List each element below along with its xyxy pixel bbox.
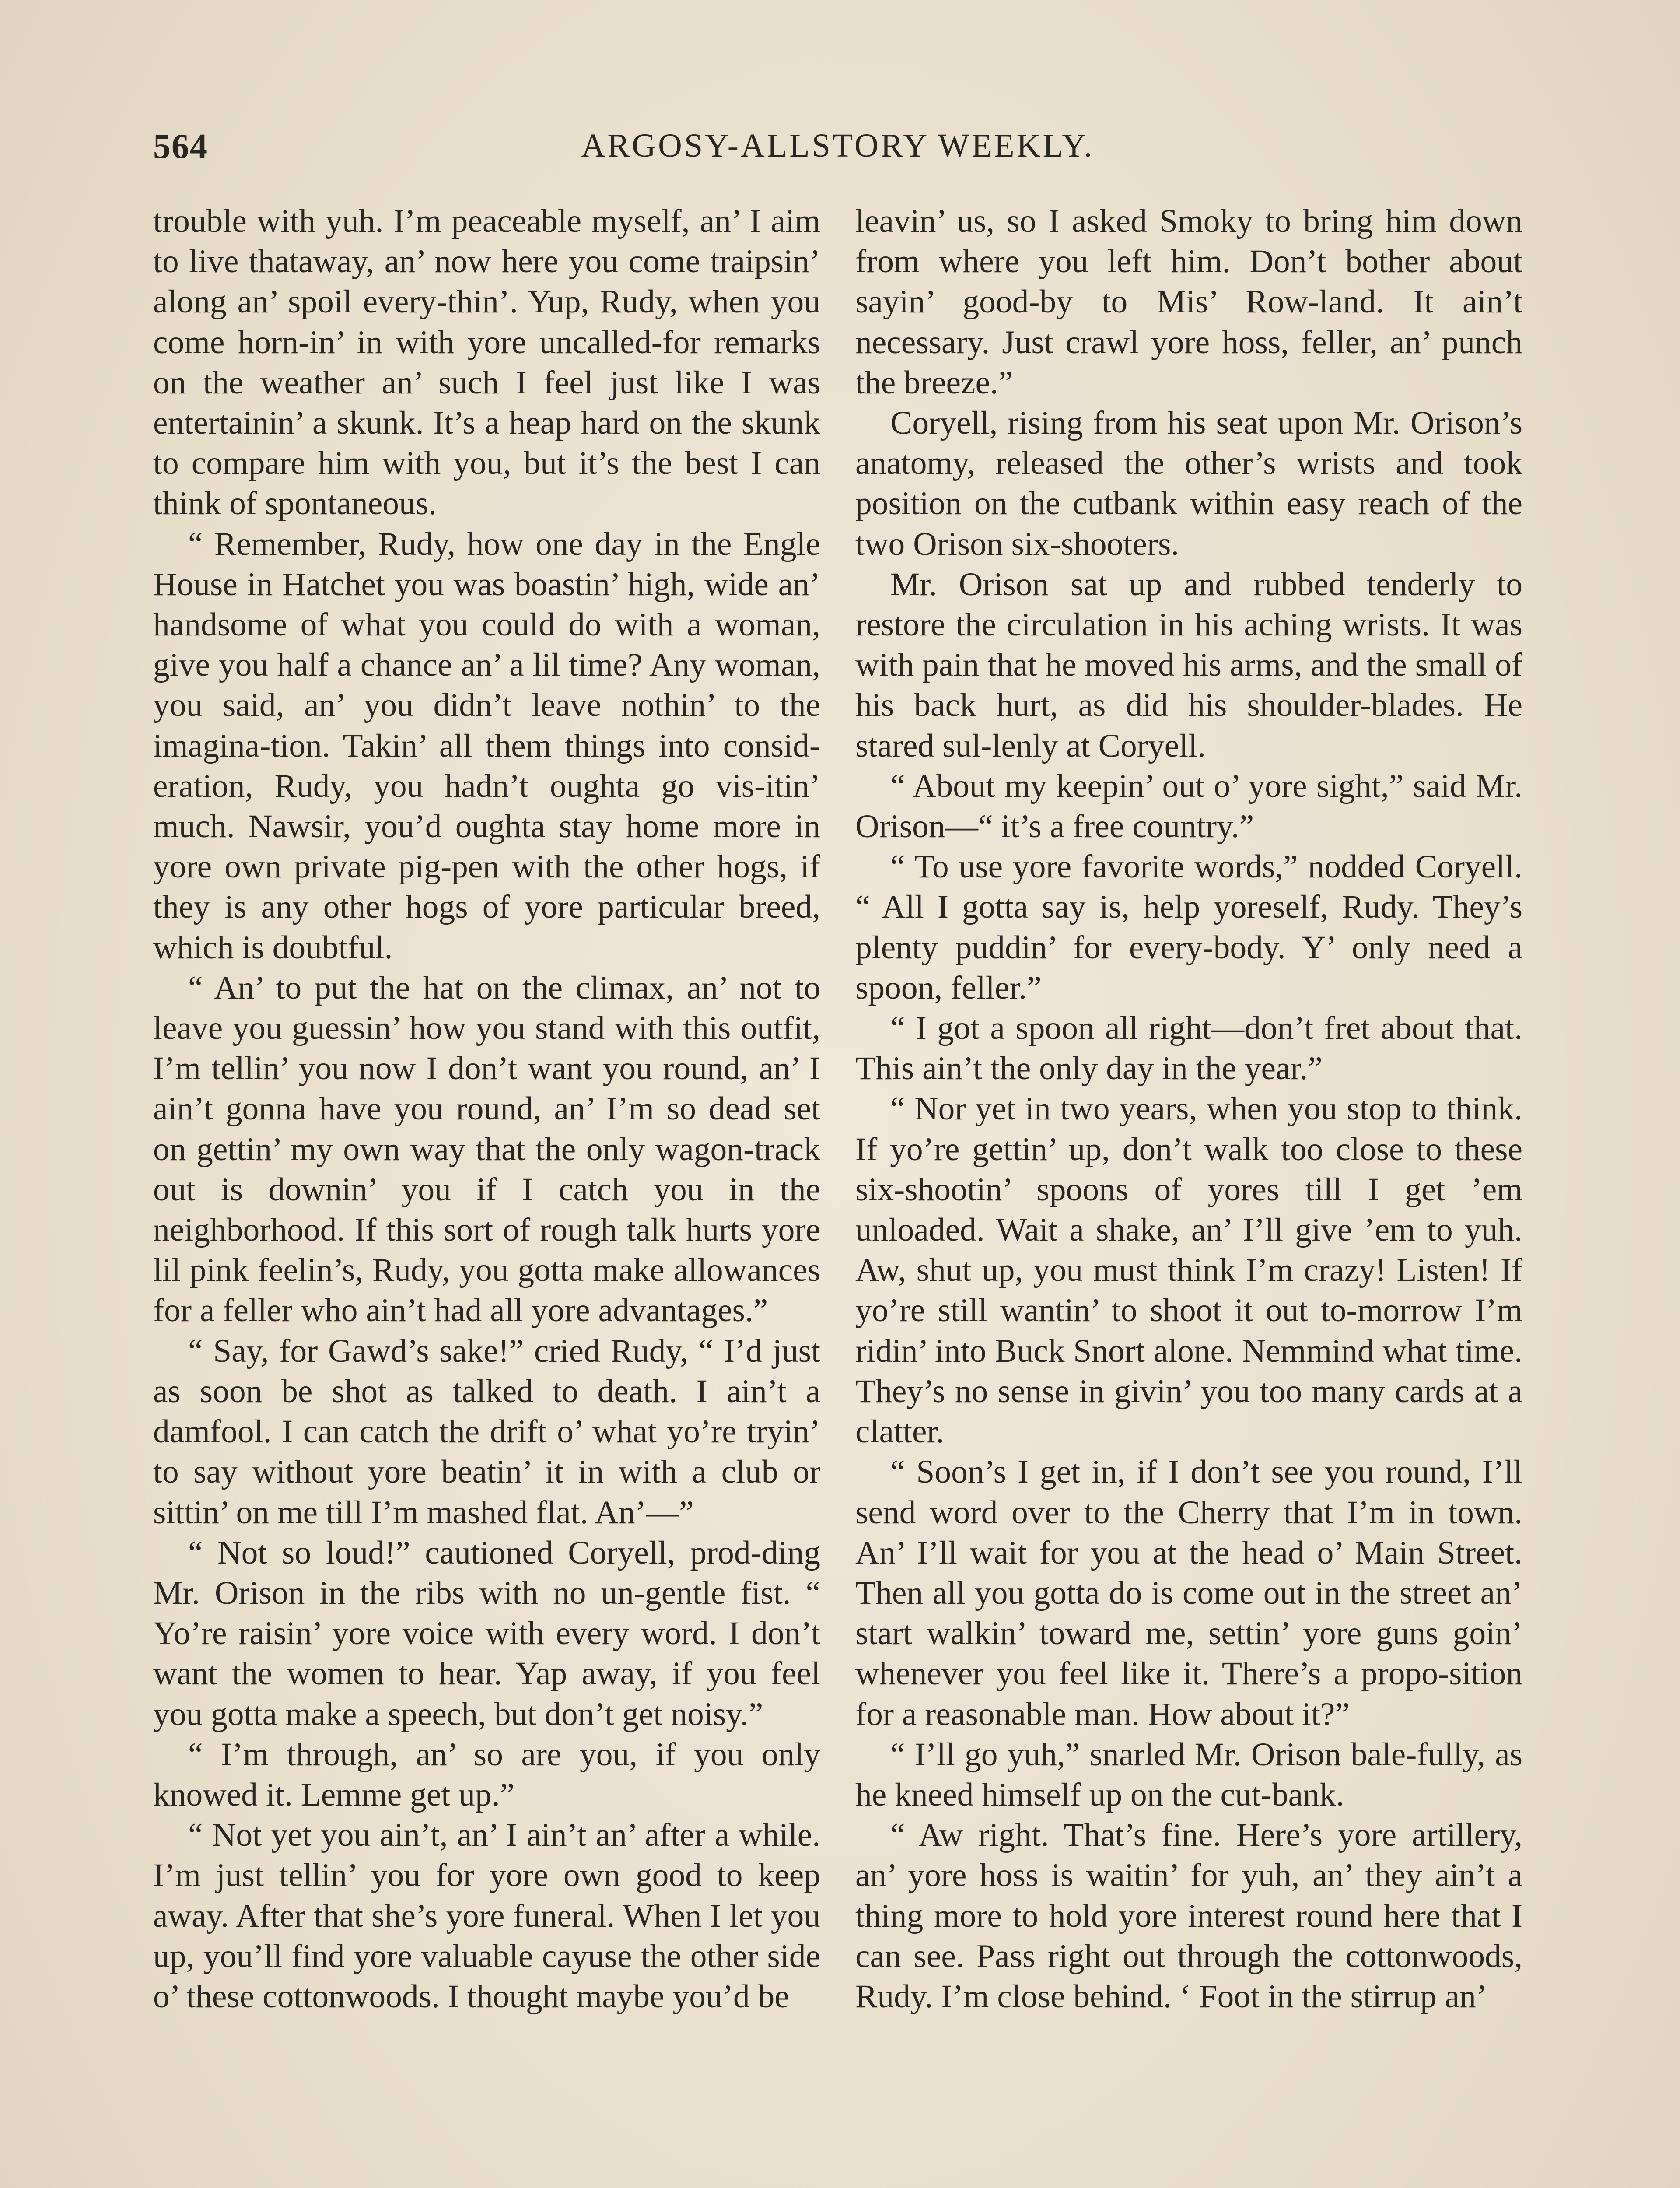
page-header [153, 127, 1522, 175]
right-column [855, 201, 1522, 2188]
paragraph: “ Aw right. That’s fine. Here’s yore artillery, an’ yore hoss is waitin’ for yuh, an’ they ain’t a thing more to hold yore interest round here that I can see. Pass right out through the cottonwoods, Rudy. I’m close behind. ‘ Foot in the stirrup an’ [855, 1817, 1522, 2015]
paragraph: “ Not so loud!” cautioned Coryell, prod-ding Mr. Orison in the ribs with no un-gentle fist. “ Yo’re raisin’ yore voice with every word. I don’t want the women to hear. Yap away, if you feel you gotta make a speech, but don’t get noisy.” [153, 1534, 820, 1732]
paragraph: “ An’ to put the hat on the climax, an’ not to leave you guessin’ how you stand with this outfit, I’m tellin’ you now I don’t want you round, an’ I ain’t gonna have you round, an’ I’m so dead set on gettin’ my own way that the only wagon-track out is downin’ you if I catch you in the neighborhood. If this sort of rough talk hurts yore lil pink feelin’s, Rudy, you gotta make allowances for a feller who ain’t had all yore advantages.” [153, 969, 820, 1329]
running-head: ARGOSY-ALLSTORY WEEKLY. [581, 127, 1095, 164]
page-number: 564 [153, 127, 208, 166]
paragraph: leavin’ us, so I asked Smoky to bring him down from where you left him. Don’t bother about sayin’ good-by to Mis’ Row-land. It ain’t necessary. Just crawl yore hoss, feller, an’ punch the breeze.” [855, 203, 1522, 401]
paragraph: “ To use yore favorite words,” nodded Coryell. “ All I gotta say is, help yoreself, Rudy. They’s plenty puddin’ for every-body. Y’ only need a spoon, feller.” [855, 849, 1522, 1006]
paragraph: “ Not yet you ain’t, an’ I ain’t an’ after a while. I’m just tellin’ you for yore own good to keep away. After that she’s yore funeral. When I let you up, you’ll find yore valuable cayuse the other side o’ these cottonwoods. I thought maybe you’d be [153, 1817, 820, 2015]
paragraph: Mr. Orison sat up and rubbed tenderly to restore the circulation in his aching wrists. It was with pain that he moved his arms, and the small of his back hurt, as did his shoulder-blades. He stared sul-lenly at Coryell. [855, 566, 1522, 764]
paragraph: “ About my keepin’ out o’ yore sight,” said Mr. Orison—“ it’s a free country.” [855, 768, 1522, 845]
left-column [153, 201, 820, 2188]
paragraph: Coryell, rising from his seat upon Mr. Orison’s anatomy, released the other’s wrists and took position on the cutbank within easy reach of the two Orison six-shooters. [855, 405, 1522, 562]
paragraph: trouble with yuh. I’m peaceable myself, an’ I aim to live thataway, an’ now here you come traipsin’ along an’ spoil every-thin’. Yup, Rudy, when you come horn-in’ in with yore uncalled-for remarks on the weather an’ such I feel just like I was entertainin’ a skunk. It’s a heap hard on the skunk to compare him with you, but it’s the best I can think of spontaneous. [153, 203, 820, 522]
paragraph: “ I’ll go yuh,” snarled Mr. Orison bale-fully, as he kneed himself up on the cut-bank. [855, 1736, 1522, 1813]
paragraph: “ Remember, Rudy, how one day in the Engle House in Hatchet you was boastin’ high, wide an’ handsome of what you could do with a woman, give you half a chance an’ a lil time? Any woman, you said, an’ you didn’t leave nothin’ to the imagina-tion. Takin’ all them things into consid-eration, Rudy, you hadn’t oughta go vis-itin’ much. Nawsir, you’d oughta stay home more in yore own private pig-pen with the other hogs, if they is any other hogs of yore particular breed, which is doubtful. [153, 526, 820, 966]
paragraph: “ I’m through, an’ so are you, if you only knowed it. Lemme get up.” [153, 1736, 820, 1813]
paragraph: “ Say, for Gawd’s sake!” cried Rudy, “ I’d just as soon be shot as talked to death. I ain’t a damfool. I can catch the drift o’ what yo’re tryin’ to say without yore beatin’ it in with a club or sittin’ on me till I’m mashed flat. An’—” [153, 1332, 820, 1531]
paragraph: “ Soon’s I get in, if I don’t see you round, I’ll send word over to the Cherry that I’m in town. An’ I’ll wait for you at the head o’ Main Street. Then all you gotta do is come out in the street an’ start walkin’ toward me, settin’ yore guns goin’ whenever you feel like it. There’s a propo-sition for a reasonable man. How about it?” [855, 1454, 1522, 1732]
paragraph: “ I got a spoon all right—don’t fret about that. This ain’t the only day in the year.” [855, 1010, 1522, 1087]
paragraph: “ Nor yet in two years, when you stop to think. If yo’re gettin’ up, don’t walk too close to these six-shootin’ spoons of yores till I get ’em unloaded. Wait a shake, an’ I’ll give ’em to yuh. Aw, shut up, you must think I’m crazy! Listen! If yo’re still wantin’ to shoot it out to-morrow I’m ridin’ into Buck Snort alone. Nemmind what time. They’s no sense in givin’ you too many cards at a clatter. [855, 1090, 1522, 1450]
